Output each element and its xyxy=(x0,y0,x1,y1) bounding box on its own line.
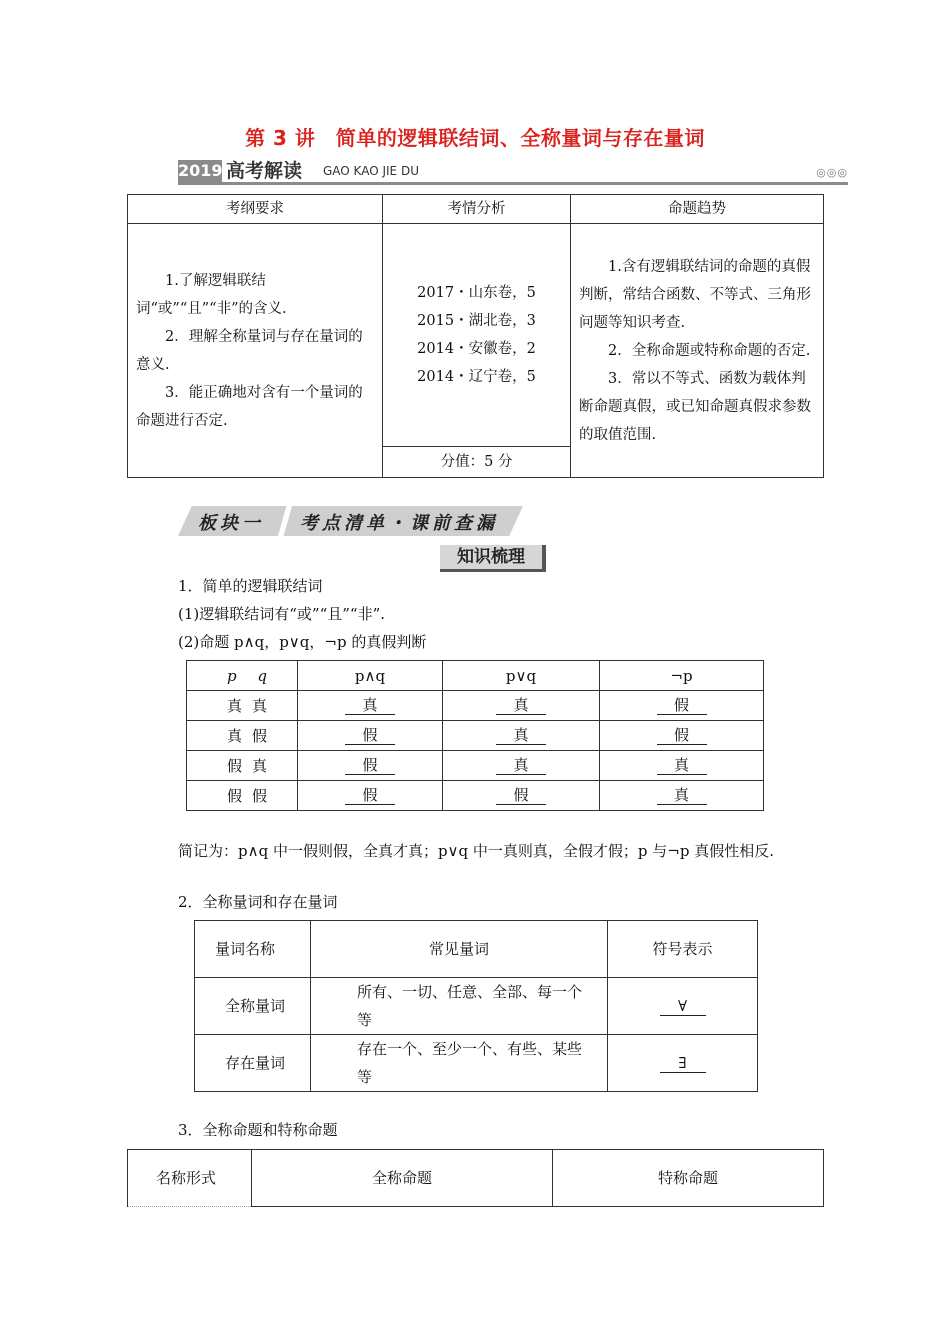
pt-header-name: 名称形式 xyxy=(128,1150,252,1207)
answer-blank: 真 xyxy=(496,696,546,715)
answer-blank: 假 xyxy=(345,786,395,805)
section-header xyxy=(178,506,528,536)
table-row: 真 假 假 真 假 xyxy=(187,721,764,751)
requirement-1: 1.了解逻辑联结词“或”“且”“非”的含义. xyxy=(136,272,287,317)
answer-blank: 假 xyxy=(496,786,546,805)
answer-blank: 真 xyxy=(496,726,546,745)
exists-symbol: ∃ xyxy=(660,1054,706,1073)
qt-row2-name: 存在量词 xyxy=(195,1035,311,1092)
s2-heading: 2．全称量词和存在量词 xyxy=(178,893,338,911)
analysis-cell xyxy=(383,224,571,447)
s1-line2: (2)命题 p∧q，p∨q，¬p 的真假判断 xyxy=(178,633,427,651)
header-q: q xyxy=(257,666,267,685)
banner-year: 2019 xyxy=(178,161,223,180)
trend-2: 2．全称命题或特称命题的否定. xyxy=(608,342,811,359)
table-row: 假 假 假 假 真 xyxy=(187,781,764,811)
requirement-2: 2．理解全称量词与存在量词的意义. xyxy=(136,328,363,373)
header-analysis: 考情分析 xyxy=(383,195,571,224)
s1-heading: 1．简单的逻辑联结词 xyxy=(178,577,323,595)
lesson-title: 第 3 讲 简单的逻辑联结词、全称量词与存在量词 xyxy=(245,126,705,150)
table-row xyxy=(195,1035,758,1092)
table-row: 真 真 真 真 假 xyxy=(187,691,764,721)
summary-text: 简记为：p∧q 中一假则假，全真才真；p∨q 中一真则真，全假才假；p 与¬p 真假性相反. xyxy=(178,842,774,860)
header-requirements: 考纲要求 xyxy=(128,195,383,224)
qt-row2-words: 存在一个、至少一个、有些、某些等 xyxy=(311,1035,608,1092)
truth-table xyxy=(186,660,764,811)
header-or: p∨q xyxy=(443,661,600,691)
banner-dots-icon: ◎◎◎ xyxy=(816,166,848,179)
proposition-table xyxy=(127,1149,824,1207)
requirements-cell xyxy=(128,224,383,478)
answer-blank: 真 xyxy=(657,786,707,805)
answer-blank: 假 xyxy=(657,726,707,745)
requirement-3: 3．能正确地对含有一个量词的命题进行否定. xyxy=(136,384,363,429)
s3-heading: 3．全称命题和特称命题 xyxy=(178,1121,338,1139)
table-row: 假 真 假 真 真 xyxy=(187,751,764,781)
pt-header-universal: 全称命题 xyxy=(252,1150,553,1207)
s1-line1: (1)逻辑联结词有“或”“且”“非”. xyxy=(178,605,386,623)
analysis-item: 2014・辽宁卷，5 xyxy=(417,369,536,385)
answer-blank: 真 xyxy=(657,756,707,775)
qt-row1-name: 全称量词 xyxy=(195,978,311,1035)
table-row xyxy=(195,978,758,1035)
answer-blank: 真 xyxy=(345,696,395,715)
answer-blank: 假 xyxy=(345,726,395,745)
section-subtitle: 考点清单・课前查漏 xyxy=(300,513,498,534)
header-p: p xyxy=(227,666,237,685)
banner-title: 高考解读 xyxy=(226,160,303,182)
forall-symbol: ∀ xyxy=(660,997,706,1016)
trends-cell xyxy=(571,224,824,478)
exam-banner xyxy=(178,160,848,184)
overview-table xyxy=(127,194,824,478)
header-and: p∧q xyxy=(298,661,443,691)
quantifier-table xyxy=(194,920,758,1092)
trend-1: 1.含有逻辑联结词的命题的真假判断，常结合函数、不等式、三角形问题等知识考查. xyxy=(579,258,811,331)
banner-pinyin: GAO KAO JIE DU xyxy=(323,164,419,178)
header-trends: 命题趋势 xyxy=(571,195,824,224)
analysis-item: 2014・安徽卷，2 xyxy=(417,341,536,357)
pt-header-existential: 特称命题 xyxy=(553,1150,824,1207)
analysis-item: 2017・山东卷，5 xyxy=(417,285,536,301)
section-label: 板块一 xyxy=(198,513,264,534)
banner-rule xyxy=(178,182,848,185)
answer-blank: 真 xyxy=(496,756,546,775)
trend-3: 3．常以不等式、函数为载体判断命题真假，或已知命题真假求参数的取值范围. xyxy=(579,370,811,443)
qt-row1-words: 所有、一切、任意、全部、每一个等 xyxy=(311,978,608,1035)
score-cell: 分值：5 分 xyxy=(383,447,571,478)
answer-blank: 假 xyxy=(345,756,395,775)
analysis-item: 2015・湖北卷，3 xyxy=(417,313,536,329)
answer-blank: 假 xyxy=(657,696,707,715)
qt-header-name: 量词名称 xyxy=(195,921,311,978)
knowledge-badge: 知识梳理 xyxy=(440,545,546,572)
qt-header-symbol: 符号表示 xyxy=(608,921,758,978)
header-not: ¬p xyxy=(600,661,764,691)
qt-header-words: 常见量词 xyxy=(311,921,608,978)
